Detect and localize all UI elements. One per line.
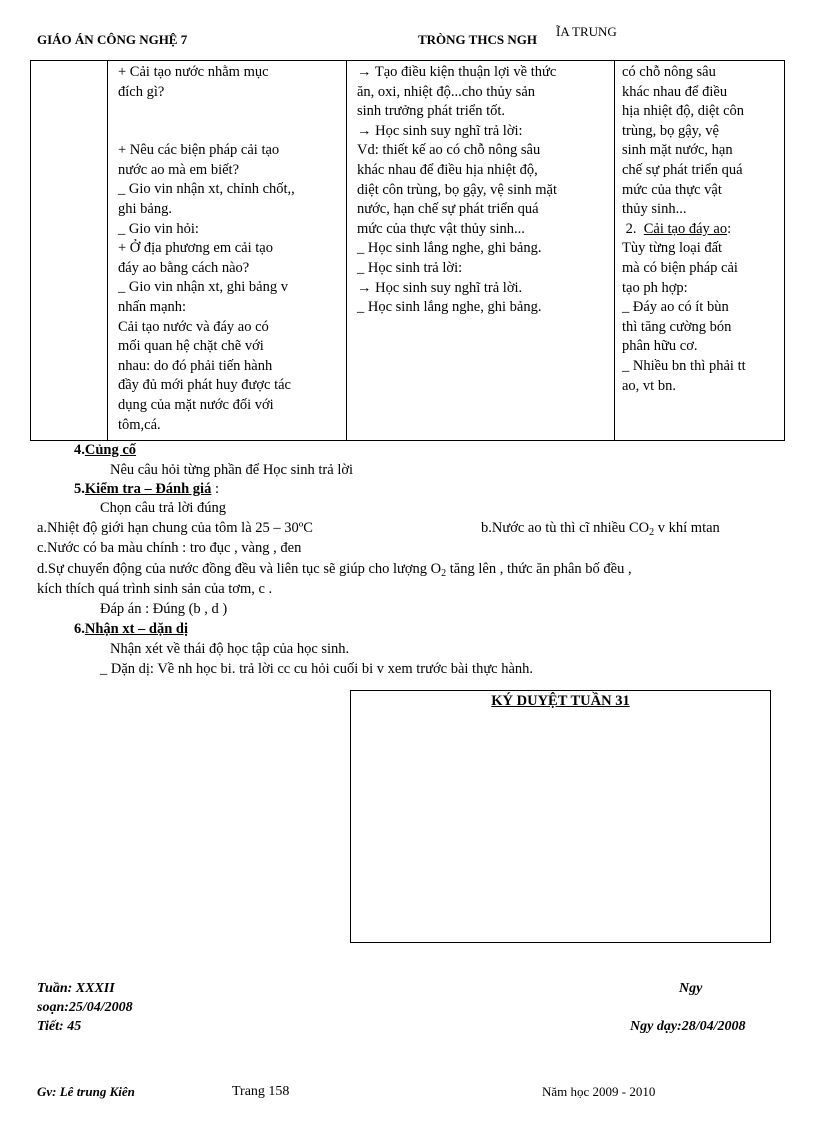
table-line: mức của thực vật: [622, 181, 722, 198]
section5-colon: :: [211, 481, 219, 497]
table-line: dụng của mặt nước đối với: [118, 396, 274, 413]
quiz-option-d-text: d.Sự chuyển động của nước đồng đều và liên tục sẽ giúp cho lượng O: [37, 561, 442, 577]
quiz-option-d: [37, 561, 632, 579]
table-line: mức của thực vật thủy sinh...: [357, 220, 525, 237]
table-line: diệt côn trùng, bọ gậy, vệ sinh mặt: [357, 181, 558, 198]
quiz-instruction: Chọn câu trả lời đúng: [100, 500, 227, 516]
header-left: GIÁO ÁN CÔNG NGHỆ 7: [37, 32, 188, 47]
table-line: _ Học sinh lắng nghe, ghi bảng.: [357, 240, 542, 257]
quiz-option-b-suffix: v khí mtan: [654, 520, 720, 536]
table-line: [118, 102, 338, 141]
table-line: ao, vt bn.: [622, 377, 676, 394]
table-line: → Học sinh suy nghĩ trả lời:: [357, 122, 523, 139]
table-line: _ Học sinh lắng nghe, ghi bảng.: [357, 299, 542, 316]
table-line: tôm,cá.: [118, 416, 161, 433]
table-line: + Cải tạo nước nhằm mục: [118, 64, 269, 80]
week-label: Tuần: XXXII: [37, 981, 115, 996]
section4-text: Nêu câu hỏi từng phần để Học sinh trả lời: [110, 462, 354, 478]
approval-box: [350, 690, 771, 943]
quiz-option-b: [481, 520, 720, 538]
table-line: nước ao mà em biết?: [118, 161, 240, 178]
content-cell: [615, 61, 785, 441]
section6-line1: Nhận xét về thái độ học tập của học sinh.: [110, 641, 350, 657]
teaching-date: Ngy dạy:28/04/2008: [630, 1019, 746, 1034]
quiz-answer: Đáp án : Đúng (b , d ): [100, 601, 228, 617]
table-line: nhau: do đó phải tiến hành: [118, 357, 273, 374]
table-line: nhấn mạnh:: [118, 298, 187, 315]
date-label: Ngy: [679, 981, 703, 996]
table-line: khác nhau để điều: [622, 83, 728, 100]
school-year: Năm học 2009 - 2010: [542, 1084, 656, 1099]
table-line: khác nhau để điều hịa nhiệt độ,: [357, 161, 538, 178]
table-line: _ Gio vin hỏi:: [118, 220, 199, 237]
table-line: → Học sinh suy nghĩ trả lời.: [357, 279, 523, 296]
subheading-text: Cải tạo đáy ao: [643, 220, 728, 237]
table-line: phân hữu cơ.: [622, 338, 698, 355]
table-line: + Nêu các biện pháp cải tạo: [118, 142, 280, 159]
table-line: _ Đáy ao có ít bùn: [622, 299, 729, 316]
section6-number: 6.: [74, 621, 85, 637]
section6-heading: [74, 621, 188, 638]
table-line: nước, hạn chế sự phát triển quá: [357, 201, 539, 218]
section5-number: 5.: [74, 481, 85, 497]
table-line: đáy ao bằng cách nào?: [118, 259, 250, 276]
quiz-option-a: a.Nhiệt độ giới hạn chung của tôm là 25 – 30ºC: [37, 520, 313, 536]
approval-title: KÝ DUYỆT TUẦN 31: [491, 693, 630, 709]
table-line: thủy sinh...: [622, 201, 687, 218]
quiz-option-b-text: b.Nước ao tù thì cĩ nhiều CO: [481, 520, 650, 536]
section6-title: Nhận xt – dặn dị: [84, 621, 189, 637]
table-line: _ Học sinh trả lời:: [357, 259, 463, 276]
table-line: chế sự phát triển quá: [622, 161, 743, 178]
quiz-option-d-suffix: tăng lên , thức ăn phân bố đều ,: [446, 561, 632, 577]
quiz-option-b-subscript: 2: [649, 527, 655, 538]
table-line: sinh trưởng phát triển tốt.: [357, 103, 506, 120]
lesson-table: [30, 60, 785, 441]
subheading-pond-bottom: [622, 220, 776, 240]
table-line: Vd: thiết kế ao có chỗ nông sâu: [357, 142, 541, 159]
table-line: trùng, bọ gậy, vệ: [622, 122, 719, 139]
section6-line2: _ Dặn dị: Về nh học bi. trả lời cc cu hỏi cuối bi v xem trước bài thực hành.: [100, 661, 534, 677]
prep-date: soạn:25/04/2008: [37, 1000, 133, 1015]
table-line: có chỗ nông sâu: [622, 64, 716, 80]
header-school: TRÒNG THCS NGH: [418, 32, 537, 47]
subheading-number: 2.: [622, 220, 644, 237]
table-line: sinh mặt nước, hạn: [622, 142, 733, 159]
quiz-option-d-subscript: 2: [441, 568, 447, 579]
table-line: → Tạo điều kiện thuận lợi về thức: [357, 64, 557, 80]
table-line: mà có biện pháp cải: [622, 259, 738, 276]
header-school-suffix: ĨA TRUNG: [556, 24, 617, 39]
table-line: _ Gio vin nhận xt, chỉnh chốt,,: [118, 181, 295, 198]
teacher-activity-cell: [108, 61, 347, 441]
section5-heading: [74, 481, 219, 498]
page-number: Trang 158: [232, 1084, 290, 1099]
table-line: ăn, oxi, nhiệt độ...cho thủy sản: [357, 83, 536, 100]
table-line: Tùy từng loại đất: [622, 240, 723, 257]
student-activity-cell: [347, 61, 615, 441]
table-line: tạo ph hợp:: [622, 279, 688, 296]
table-line: đích gì?: [118, 83, 165, 100]
table-line: _ Gio vin nhận xt, ghi bảng v: [118, 279, 288, 296]
section4-heading: [74, 442, 136, 459]
table-cell-empty: [31, 61, 108, 441]
section4-number: 4.: [74, 442, 85, 458]
table-line: đầy đủ mới phát huy được tác: [118, 377, 291, 394]
quiz-option-c: c.Nước có ba màu chính : tro đục , vàng , đen: [37, 540, 302, 556]
subheading-colon: :: [727, 220, 732, 237]
quiz-option-d-continued: kích thích quá trình sinh sản của tơm, c .: [37, 581, 273, 597]
table-line: mối quan hệ chặt chẽ với: [118, 338, 264, 355]
section4-title: Củng cố: [84, 442, 137, 458]
teacher-name: Gv: Lê trung Kiên: [37, 1084, 135, 1099]
table-line: + Ở địa phương em cải tạo: [118, 240, 273, 257]
table-line: thì tăng cường bón: [622, 318, 732, 335]
table-line: ghi bảng.: [118, 200, 172, 217]
lesson-number: Tiết: 45: [37, 1019, 82, 1034]
table-line: Cải tạo nước và đáy ao có: [118, 318, 269, 335]
table-line: hịa nhiệt độ, diệt côn: [622, 103, 745, 120]
table-line: _ Nhiều bn thì phải tt: [622, 357, 746, 374]
section5-title: Kiểm tra – Đánh giá: [84, 481, 212, 497]
